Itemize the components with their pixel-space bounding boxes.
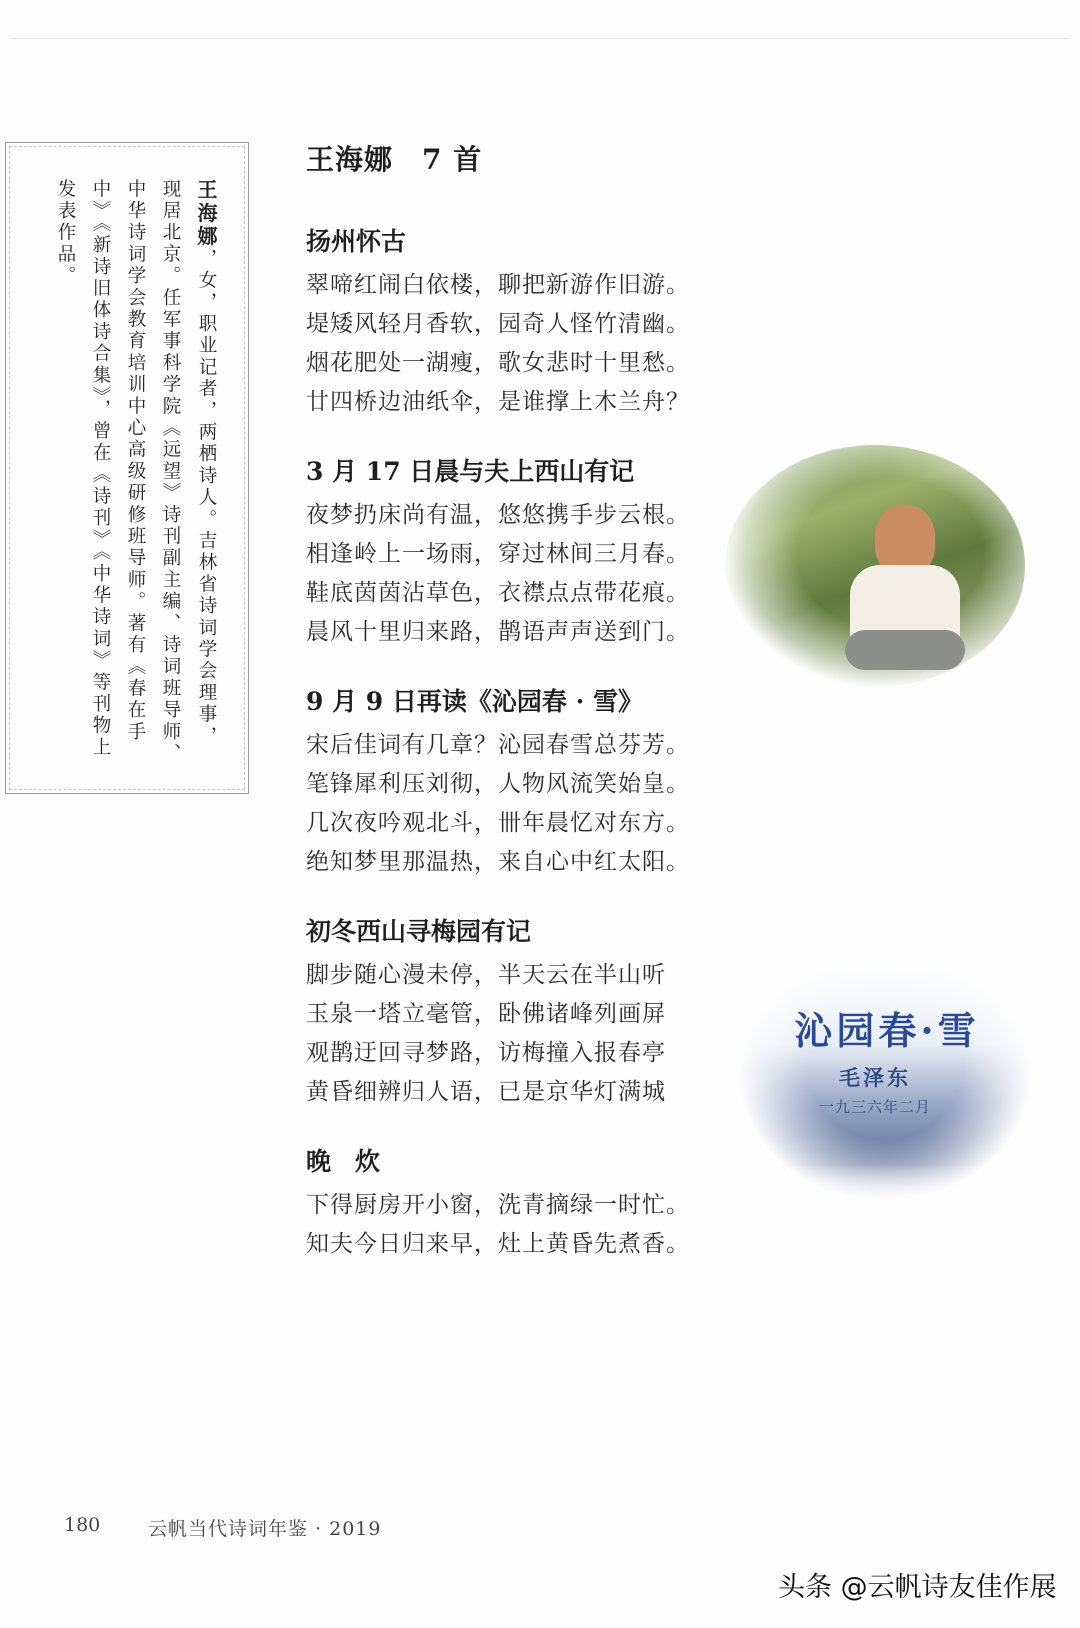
poem-line: 翠啼红闹白依楼，聊把新游作旧游。: [306, 272, 690, 298]
poem-line: 廿四桥边油纸伞，是谁撑上木兰舟？: [306, 389, 690, 415]
poems-column: [306, 138, 726, 1294]
poem-line: 宋后佳词有几章？沁园春雪总芬芳。: [306, 732, 690, 758]
great-wall-snow-image: [740, 960, 1030, 1200]
person-legs: [845, 630, 965, 670]
bio-body: ，女，职业记者，两栖诗人。吉林省诗词学会理事，现居北京。任军事科学院《远望》诗刊副主编、诗词班导师、中华诗词学会教育培训中心高级研修班导师。著有《春在手中》《新诗旧体诗合集》，曾在《诗刊》《中华诗词》等刊物上发表作品。: [55, 179, 217, 765]
snow-image-author: 毛泽东: [839, 1065, 911, 1090]
snow-image-title: 沁园春·雪: [794, 1008, 980, 1053]
poem-line: 知夫今日归来早，灶上黄昏先煮香。: [306, 1231, 690, 1257]
poem-1: [306, 222, 726, 422]
author-bio-text: [14, 179, 224, 769]
poem-2: [306, 452, 726, 652]
snow-image-date: 一九三六年二月: [818, 1098, 931, 1116]
poem-line: 相逢岭上一场雨，穿过林间三月春。: [306, 541, 690, 567]
author-heading: 王海娜 7 首: [306, 143, 483, 176]
poem-line: 黄昏细辨归人语，已是京华灯满城: [306, 1079, 666, 1105]
poem-title: 9 月 9 日再读《沁园春 · 雪》: [306, 687, 644, 716]
poem-line: 下得厨房开小窗，洗青摘绿一时忙。: [306, 1192, 690, 1218]
poem-5: [306, 1142, 726, 1264]
poem-title: 扬州怀古: [306, 227, 407, 256]
poem-3: [306, 682, 726, 882]
bio-author-name: 王海娜: [194, 179, 218, 249]
page-number: 180: [64, 1514, 101, 1536]
watermark: 头条 @云帆诗友佳作展: [778, 1572, 1057, 1603]
poem-title: 3 月 17 日晨与夫上西山有记: [306, 457, 635, 486]
poem-line: 夜梦扔床尚有温，悠悠携手步云根。: [306, 502, 690, 528]
poem-line: 堤矮风轻月香软，园奇人怪竹清幽。: [306, 311, 690, 337]
poem-4: [306, 912, 726, 1112]
poem-line: 几次夜吟观北斗，卌年晨忆对东方。: [306, 810, 690, 836]
poem-line: 玉泉一塔立毫管，卧佛诸峰列画屏: [306, 1001, 666, 1027]
poem-title: 初冬西山寻梅园有记: [306, 917, 532, 946]
poem-line: 晨风十里归来路，鹊语声声送到门。: [306, 619, 690, 645]
poem-line: 烟花肥处一湖瘦，歌女悲时十里愁。: [306, 350, 690, 376]
hillside-photo: [725, 445, 1025, 687]
poem-line: 观鹊迂回寻梦路，访梅撞入报春亭: [306, 1040, 666, 1066]
poem-line: 笔锋犀利压刘彻，人物风流笑始皇。: [306, 771, 690, 797]
book-title: 云帆当代诗词年鉴 · 2019: [148, 1518, 382, 1540]
poem-line: 脚步随心漫未停，半天云在半山听: [306, 962, 666, 988]
poem-line: 绝知梦里那温热，来自心中红太阳。: [306, 849, 690, 875]
top-rule: [10, 38, 1070, 39]
poem-title: 晚炊: [306, 1147, 405, 1176]
poem-line: 鞋底茵茵沾草色，衣襟点点带花痕。: [306, 580, 690, 606]
author-bio-box: [5, 142, 249, 794]
